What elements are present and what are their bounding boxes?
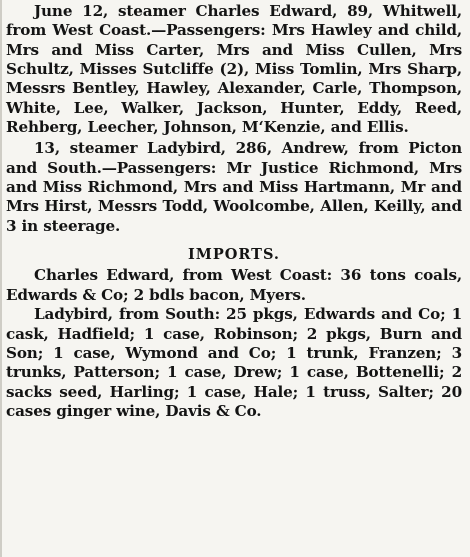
imports-heading: IMPORTS. bbox=[188, 246, 280, 264]
arrival-paragraph-charles-edward: June 12, steamer Charles Edward, 89, Whitwell, from West Coast.—Passengers: Mrs Hawley and child, Mrs and Miss Carter, Mrs and Miss Cullen, Mrs Schultz, Misses Sutcliffe (2), Miss Tomlin, Mrs Sharp, Messrs Bentley, Hawley, Alexander, Carle, Thompson, White, Lee, Walker, Jackson, Hunter, Eddy, Reed, Rehberg, Leecher, Johnson, M‘Kenzie, and Ellis. bbox=[6, 2, 462, 137]
imports-paragraph-charles-edward: Charles Edward, from West Coast: 36 tons coals, Edwards & Co; 2 bdls bacon, Myers. bbox=[6, 266, 462, 304]
imports-paragraph-ladybird: Ladybird, from South: 25 pkgs, Edwards and Co; 1 cask, Hadfield; 1 case, Robinson; 2 pkgs, Burn and Son; 1 case, Wymond and Co; 1 trunk, Franzen; 3 trunks, Patterson; 1 case, Drew; 1 case, Bottenelli; 2 sacks seed, Harling; 1 case, Hale; 1 truss, Salter; 20 cases ginger wine, Davis & Co. bbox=[6, 305, 462, 420]
arrival-paragraph-ladybird: 13, steamer Ladybird, 286, Andrew, from Picton and South.—Passengers: Mr Justice Richmond, Mrs and Miss Richmond, Mrs and Miss Hartmann, Mr and Mrs Hirst, Messrs Todd, Woolcombe, Allen, Keilly, and 3 in steerage. bbox=[6, 139, 462, 235]
